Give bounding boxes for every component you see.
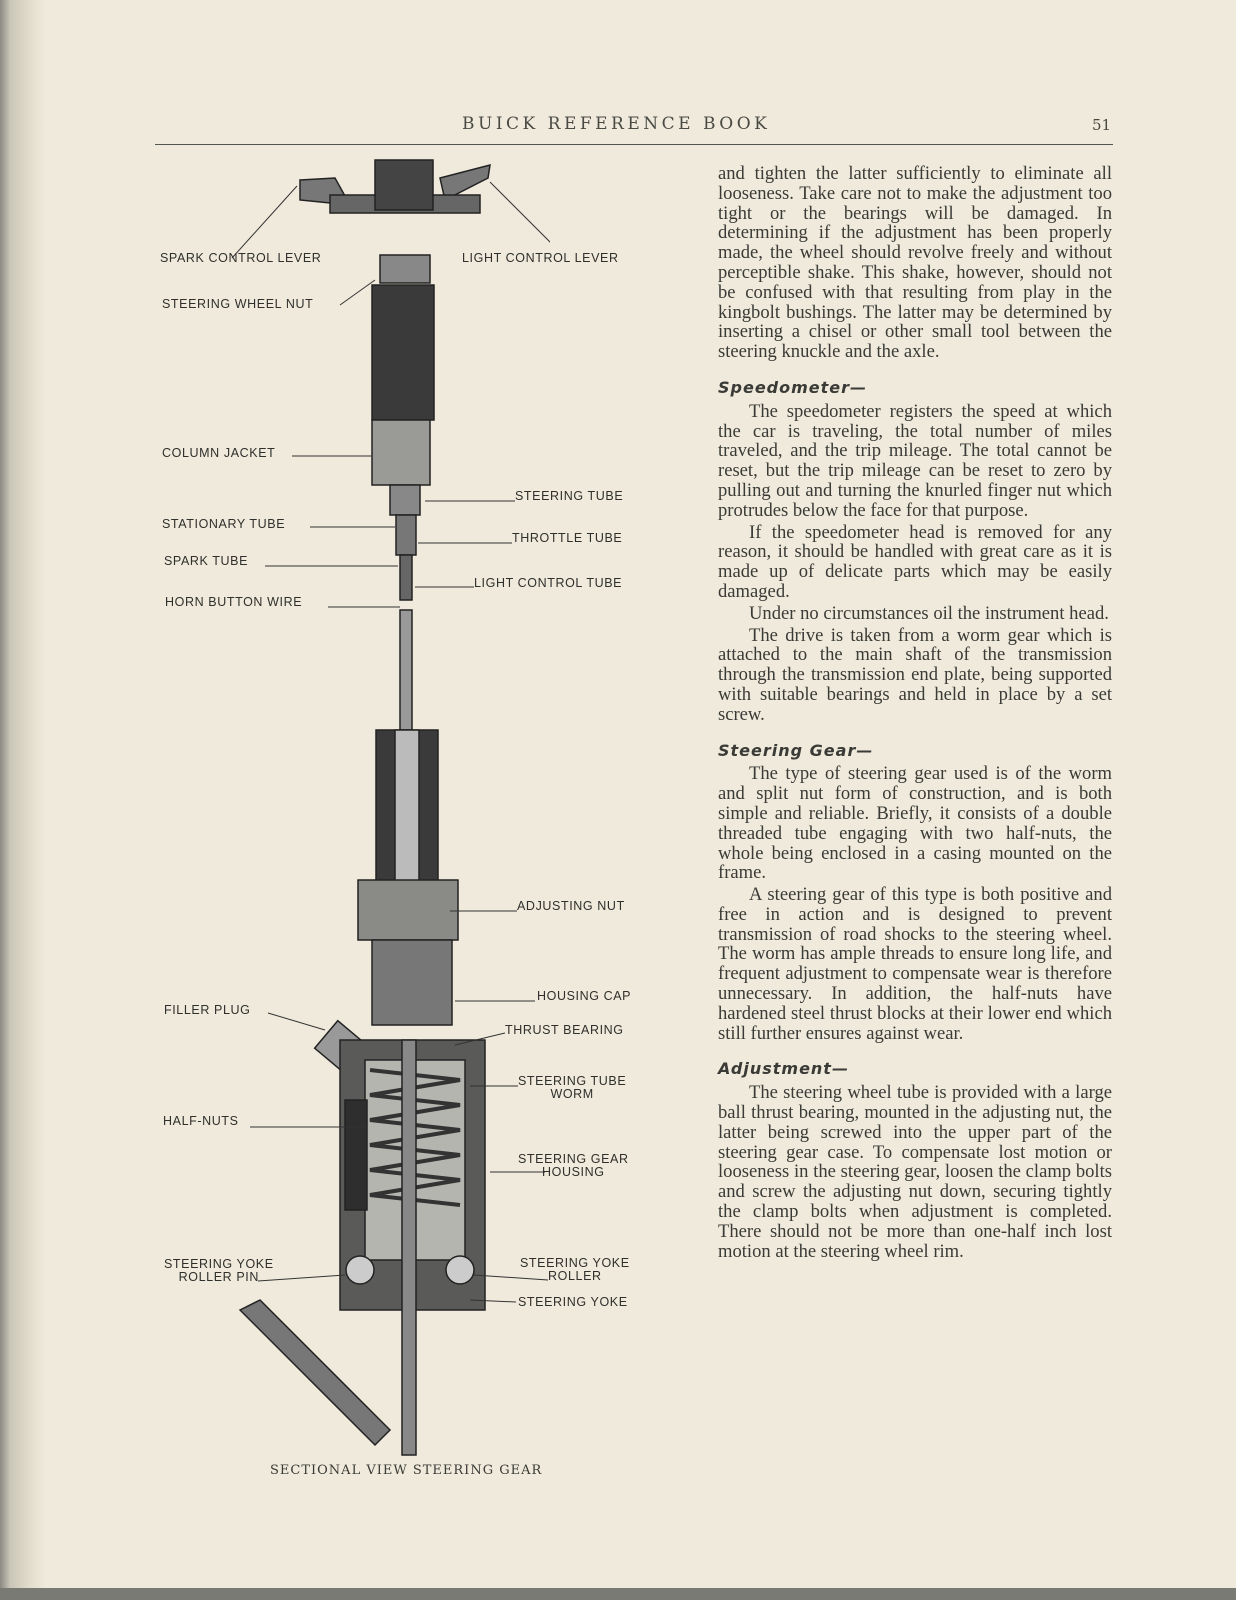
label-column-jacket: COLUMN JACKET xyxy=(162,446,276,460)
label-housing-cap: HOUSING CAP xyxy=(537,989,632,1003)
label-line: STEERING TUBE xyxy=(518,1074,627,1088)
label-line: STEERING YOKE xyxy=(164,1257,274,1271)
book-gutter xyxy=(0,0,46,1600)
paragraph: The speedometer registers the speed at which the car is traveling, the total number of miles traveled, and the trip mileage. The total cannot be reset, but the trip mileage can be reset to zero by pulling out and turning the knurled finger nut which protrudes below the face for that purpose. xyxy=(718,400,1112,521)
label-line: HOUSING xyxy=(542,1165,605,1179)
label-steering-tube: STEERING TUBE xyxy=(515,489,624,503)
label-spark-tube: SPARK TUBE xyxy=(164,554,249,568)
paragraph: Under no circumstances oil the instrument head. xyxy=(749,602,1109,624)
label-line: STEERING GEAR xyxy=(518,1152,629,1166)
paragraph: The type of steering gear used is of the worm and split nut form of construction, and is both simple and reliable. Briefly, it consists of a double threaded tube engaging with two half-nuts, the whole being enclosed in a casing mounted on the frame. xyxy=(718,763,1112,884)
label-adjusting-nut: ADJUSTING NUT xyxy=(517,899,625,913)
section-heading-steering-gear: Steering Gear— xyxy=(718,740,874,760)
label-line: WORM xyxy=(550,1087,594,1101)
section-heading-adjustment: Adjustment— xyxy=(718,1059,849,1079)
header-rule xyxy=(155,144,1113,145)
label-spark-control-lever: SPARK CONTROL LEVER xyxy=(160,251,322,265)
paragraph: A steering gear of this type is both positive and free in action and is designed to prevent transmission of road shocks to the steering wheel. The worm has ample threads to ensure long life, and frequent adjustment to compensate wear is therefore unnecessary. In addition, the half-nuts have hardened steel thrust blocks at their lower end which still further ensures against wear. xyxy=(718,884,1112,1044)
page-number: 51 xyxy=(1092,116,1112,134)
label-line: ROLLER xyxy=(548,1269,602,1283)
running-header: BUICK REFERENCE BOOK xyxy=(462,114,771,134)
label-steering-yoke-roller xyxy=(520,1257,630,1283)
label-line: STEERING YOKE xyxy=(520,1256,630,1270)
figure-caption: SECTIONAL VIEW STEERING GEAR xyxy=(270,1463,543,1478)
label-steering-yoke: STEERING YOKE xyxy=(518,1295,628,1309)
label-light-control-tube: LIGHT CONTROL TUBE xyxy=(474,576,623,590)
label-line: ROLLER PIN xyxy=(178,1270,260,1284)
label-steering-wheel-nut: STEERING WHEEL NUT xyxy=(162,297,314,311)
section-heading-speedometer: Speedometer— xyxy=(718,377,868,397)
label-stationary-tube: STATIONARY TUBE xyxy=(162,517,286,531)
paragraph: If the speedometer head is removed for any reason, it should be handled with great care as it is made up of delicate parts which may be easily damaged. xyxy=(718,521,1112,602)
label-throttle-tube: THROTTLE TUBE xyxy=(512,531,623,545)
paragraph: and tighten the latter sufficiently to eliminate all looseness. Take care not to make the adjustment too tight or the bearings will be damaged. In determining if the adjustment has been properly made, the wheel should revolve freely and without perceptible shake. This shake, however, should not be confused with that resulting from play in the kingbolt bushings. The latter may be determined by inserting a chisel or other small tool between the steering knuckle and the axle. xyxy=(718,163,1112,363)
page-edge xyxy=(0,1588,1236,1600)
label-light-control-lever: LIGHT CONTROL LEVER xyxy=(462,251,619,265)
label-thrust-bearing: THRUST BEARING xyxy=(505,1023,624,1037)
paragraph: The steering wheel tube is provided with a large ball thrust bearing, mounted in the adjusting nut, the latter being screwed into the upper part of the steering gear case. To compensate lost motion or looseness in the steering gear, loosen the clamp bolts and screw the adjusting nut down, securing tightly the clamp bolts when adjustment is completed. There should not be more than one-half inch lost motion at the steering wheel rim. xyxy=(718,1082,1112,1262)
text-column xyxy=(718,164,1112,1263)
label-horn-button-wire: HORN BUTTON WIRE xyxy=(165,595,303,609)
label-steering-yoke-roller-pin xyxy=(164,1258,274,1284)
label-half-nuts: HALF-NUTS xyxy=(163,1114,239,1128)
label-steering-gear-housing xyxy=(518,1153,629,1179)
label-steering-tube-worm xyxy=(518,1075,626,1101)
paragraph: The drive is taken from a worm gear which is attached to the main shaft of the transmission through the transmission end plate, being supported with suitable bearings and held in place by a set screw. xyxy=(718,624,1112,725)
label-filler-plug: FILLER PLUG xyxy=(164,1003,251,1017)
